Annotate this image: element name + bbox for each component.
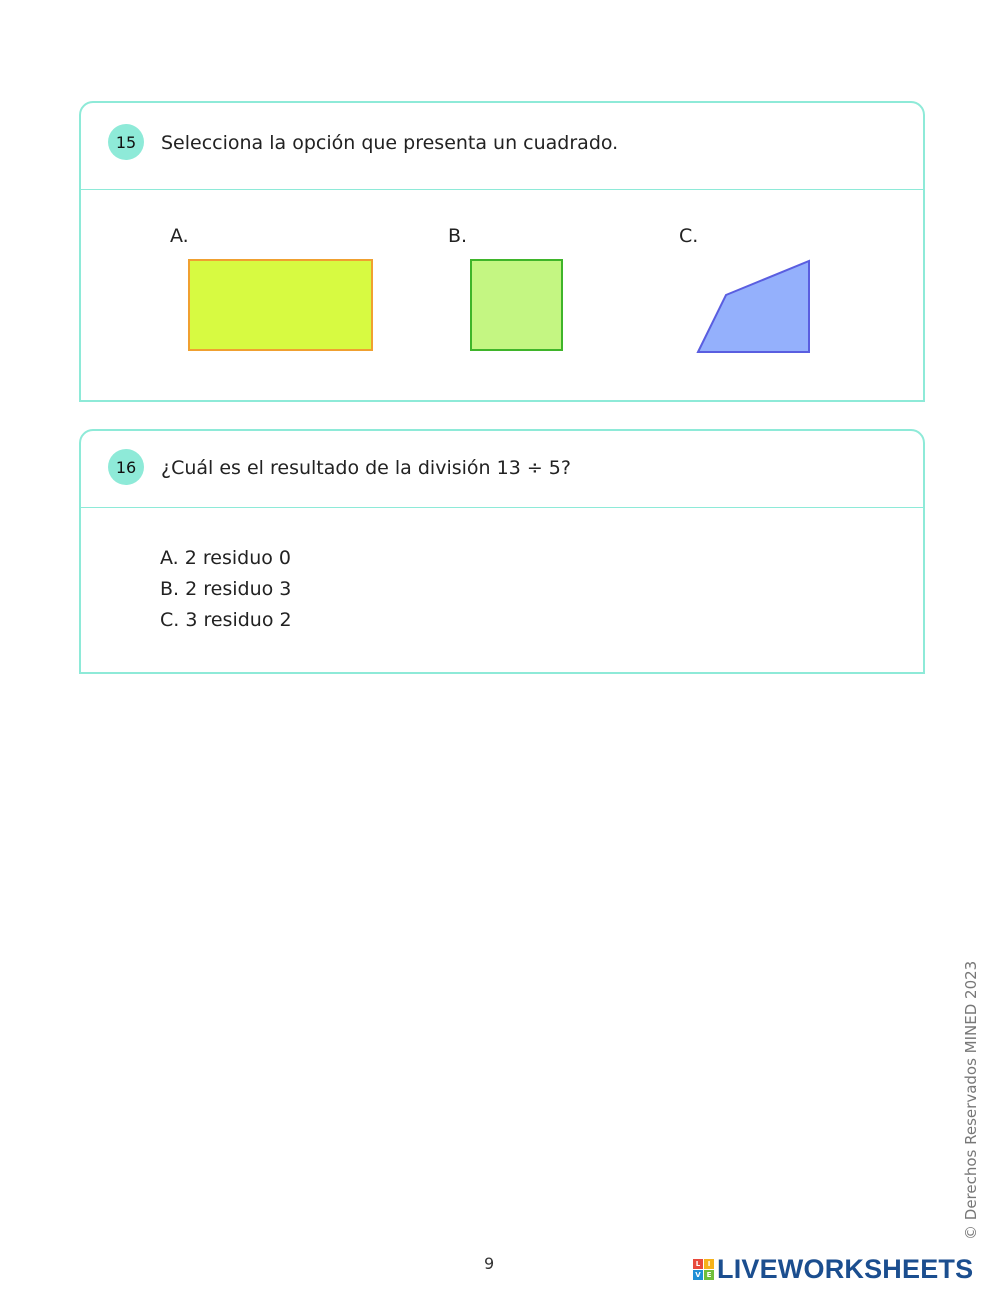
answer-option-b[interactable]: B. 2 residuo 3 bbox=[160, 578, 292, 600]
option-c-label[interactable]: C. bbox=[679, 225, 699, 247]
option-c-quadrilateral[interactable] bbox=[695, 257, 815, 355]
copyright-notice: © Derechos Reservados MINED 2023 bbox=[962, 960, 980, 1240]
question-16-header bbox=[81, 431, 923, 508]
option-a-rectangle[interactable] bbox=[188, 259, 373, 351]
answer-option-a[interactable]: A. 2 residuo 0 bbox=[160, 547, 291, 569]
option-a-label[interactable]: A. bbox=[170, 225, 189, 247]
question-prompt: Selecciona la opción que presenta un cuadrado. bbox=[161, 132, 619, 154]
question-15-card bbox=[79, 101, 925, 402]
question-number-badge: 15 bbox=[108, 124, 144, 160]
page-number: 9 bbox=[484, 1254, 495, 1273]
question-prompt: ¿Cuál es el resultado de la división 13 ÷ 5? bbox=[161, 457, 571, 479]
answer-option-c[interactable]: C. 3 residuo 2 bbox=[160, 609, 292, 631]
liveworksheets-brand: LIVEWORKSHEETS bbox=[717, 1254, 974, 1284]
option-b-label[interactable]: B. bbox=[448, 225, 468, 247]
liveworksheets-logo bbox=[693, 1254, 973, 1285]
answer-list bbox=[160, 543, 292, 636]
question-16-card bbox=[79, 429, 925, 674]
liveworksheets-logo-icon: L I V E bbox=[693, 1259, 714, 1280]
question-number-badge: 16 bbox=[108, 449, 144, 485]
question-15-header bbox=[81, 103, 923, 190]
option-b-square[interactable] bbox=[470, 259, 563, 351]
